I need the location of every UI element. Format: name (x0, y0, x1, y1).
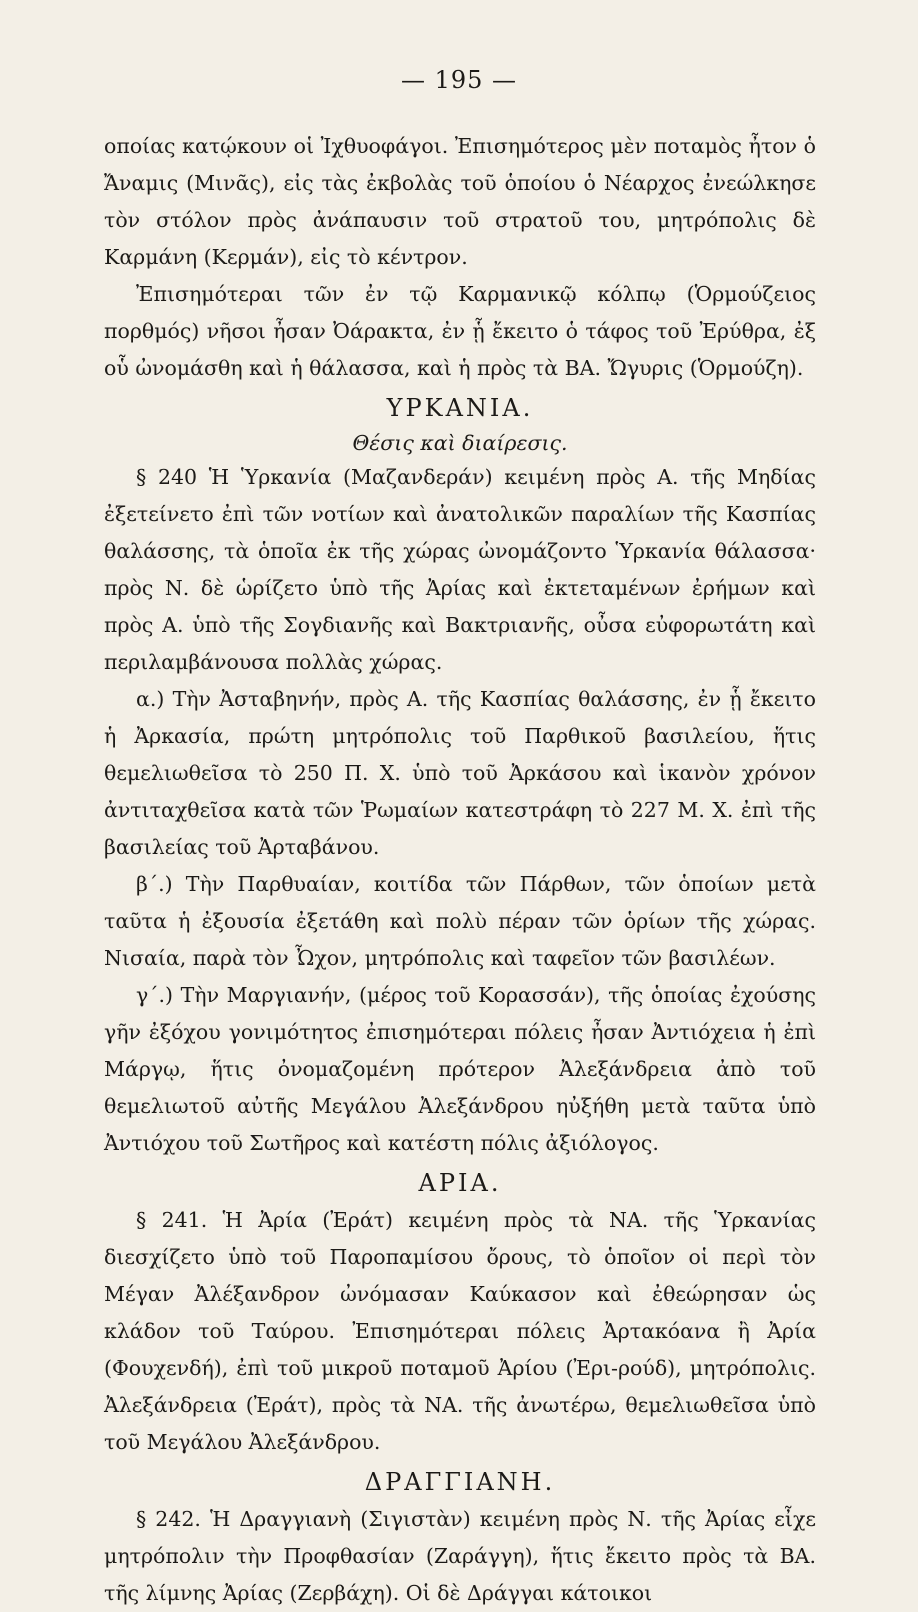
paragraph: α.) Τὴν Ἀσταβηνήν, πρὸς Α. τῆς Κασπίας θαλάσσης, ἐν ᾗ ἔκειτο ἡ Ἀρκασία, πρώτη μητρόπολις τοῦ Παρθικοῦ βασιλείου, ἥτις θεμελιωθεῖσα τὸ 250 Π. Χ. ὑπὸ τοῦ Ἀρκάσου καὶ ἱκανὸν χρόνον ἀντιταχθεῖσα κατὰ τῶν Ῥωμαίων κατεστράφη τὸ 227 Μ. Χ. ἐπὶ τῆς βασιλείας τοῦ Ἀρταβάνου. (104, 687, 816, 859)
paragraph: οποίας κατῴκουν οἱ Ἰχθυοφάγοι. Ἐπισημότερος μὲν ποταμὸς ἦτον ὁ Ἄναμις (Μινᾶς), εἰς τὰς ἐκβολὰς τοῦ ὁποίου ὁ Νέαρχος ἐνεώλκησε τὸν στόλον πρὸς ἀνάπαυσιν τοῦ στρατοῦ του, μητρόπολις δὲ Καρμάνη (Κερμάν), εἰς τὸ κέντρον. (104, 134, 816, 269)
page-number: — 195 — (400, 66, 518, 94)
section-subheading: Θέσις καὶ διαίρεσις. (352, 431, 568, 455)
paragraph: γ΄.) Τὴν Μαργιανήν, (μέρος τοῦ Κορασσάν), τῆς ὁποίας ἐχούσης γῆν ἐξόχου γονιμότητος ἐπισημότεραι πόλεις ἦσαν Ἀντιόχεια ἡ ἐπὶ Μάργῳ, ἥτις ὀνομαζομένη πρότερον Ἀλεξάνδρεια ἀπὸ τοῦ θεμελιωτοῦ αὐτῆς Μεγάλου Ἀλεξάνδρου ηὐξήθη μετὰ ταῦτα ὑπὸ Ἀντιόχου τοῦ Σωτῆρος καὶ κατέστη πόλις ἀξιόλογος. (104, 983, 816, 1155)
section-heading-drangiane: ΔΡΑΓΓΙΑΝΗ. (364, 1468, 556, 1496)
paragraph: § 240 Ἡ Ὑρκανία (Μαζανδεράν) κειμένη πρὸς Α. τῆς Μηδίας ἐξετείνετο ἐπὶ τῶν νοτίων καὶ ἀνατολικῶν παραλίων τῆς Κασπίας θαλάσσης, τὰ ὁποῖα ἐκ τῆς χώρας ὠνομάζοντο Ὑρκανία θάλασσα· πρὸς Ν. δὲ ὡρίζετο ὑπὸ τῆς Ἀρίας καὶ ἐκτεταμένων ἐρήμων καὶ πρὸς Α. ὑπὸ τῆς Σογδιανῆς καὶ Βακτριανῆς, οὖσα εὐφορωτάτη καὶ περιλαμβάνουσα πολλὰς χώρας. (104, 465, 816, 674)
paragraph: § 241. Ἡ Ἀρία (Ἐράτ) κειμένη πρὸς τὰ ΝΑ. τῆς Ὑρκανίας διεσχίζετο ὑπὸ τοῦ Παροπαμίσου ὄρους, τὸ ὁποῖον οἱ περὶ τὸν Μέγαν Ἀλέξανδρον ὠνόμασαν Καύκασον καὶ ἐθεώρησαν ὡς κλάδον τοῦ Ταύρου. Ἐπισημότεραι πόλεις Ἀρτακόανα ἢ Ἀρία (Φουχενδή), ἐπὶ τοῦ μικροῦ ποταμοῦ Ἀρίου (Ἐρι-ρούδ), μητρόπολις. Ἀλεξάνδρεια (Ἐράτ), πρὸς τὰ ΝΑ. τῆς ἀνωτέρω, θεμελιωθεῖσα ὑπὸ τοῦ Μεγάλου Ἀλεξάνδρου. (104, 1208, 816, 1454)
page-body (104, 128, 816, 1612)
paragraph: β΄.) Τὴν Παρθυαίαν, κοιτίδα τῶν Πάρθων, τῶν ὁποίων μετὰ ταῦτα ἡ ἐξουσία ἐξετάθη καὶ πολὺ πέραν τῶν ὁρίων τῆς χώρας. Νισαία, παρὰ τὸν Ὦχον, μητρόπολις καὶ ταφεῖον τῶν βασιλέων. (104, 872, 816, 970)
section-heading-aria: ΑΡΙΑ. (418, 1169, 502, 1197)
section-heading-hyrkania: ΥΡΚΑΝΙΑ. (386, 394, 534, 422)
paragraph: § 242. Ἡ Δραγγιανὴ (Σιγιστὰν) κειμένη πρὸς Ν. τῆς Ἀρίας εἶχε μητρόπολιν τὴν Προφθασίαν (Ζαράγγη), ἥτις ἔκειτο πρὸς τὰ ΒΑ. τῆς λίμνης Ἀρίας (Ζερβάχη). Οἱ δὲ Δράγγαι κάτοικοι (104, 1507, 816, 1605)
paragraph: Ἐπισημότεραι τῶν ἐν τῷ Καρμανικῷ κόλπῳ (Ὁρμούζειος πορθμός) νῆσοι ἦσαν Ὀάρακτα, ἐν ᾗ ἔκειτο ὁ τάφος τοῦ Ἐρύθρα, ἐξ οὗ ὠνομάσθη καὶ ἡ θάλασσα, καὶ ἡ πρὸς τὰ ΒΑ. Ὤγυρις (Ὁρμούζη). (104, 282, 816, 380)
